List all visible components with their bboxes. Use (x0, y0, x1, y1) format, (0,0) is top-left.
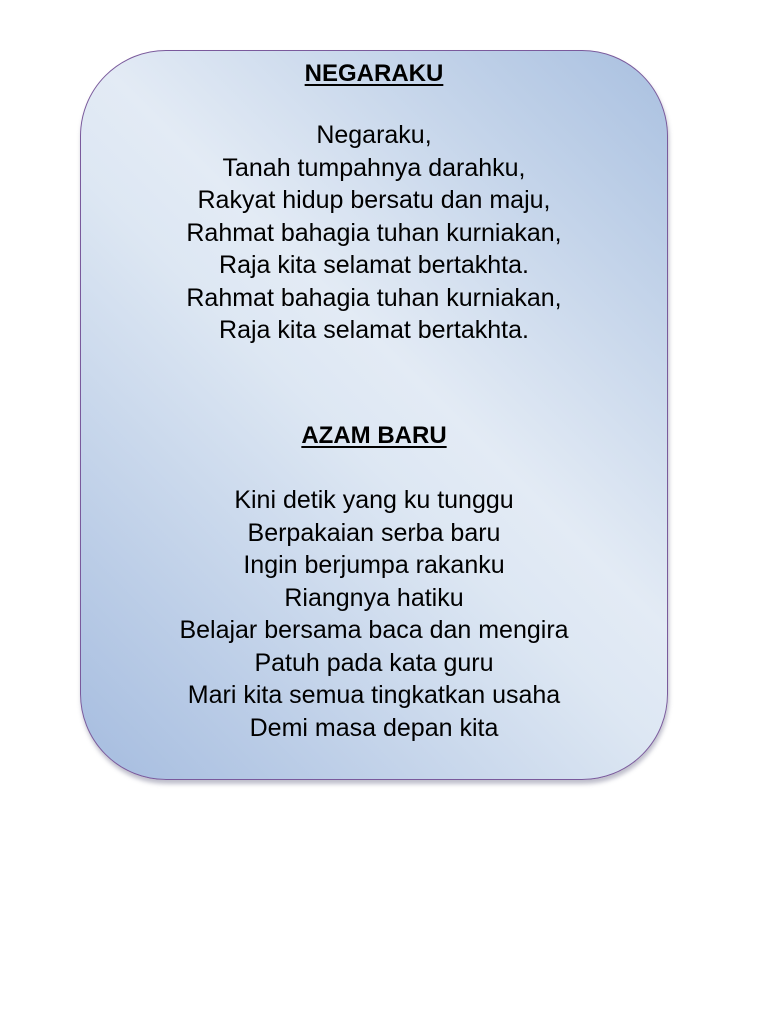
lyric-line: Rahmat bahagia tuhan kurniakan, (186, 218, 562, 247)
song-azam-baru (81, 421, 667, 744)
lyric-line: Rahmat bahagia tuhan kurniakan, (186, 283, 562, 312)
lyric-line: Belajar bersama baca dan mengira (179, 616, 569, 644)
lyrics-azam-baru (81, 484, 667, 744)
lyric-line: Riangnya hatiku (284, 583, 464, 612)
lyric-line: Berpakaian serba baru (247, 518, 501, 547)
song-title-azam-baru: AZAM BARU (301, 422, 447, 449)
lyric-line: Demi masa depan kita (249, 713, 499, 742)
lyric-line: Mari kita semua tingkatkan usaha (187, 681, 561, 709)
lyric-line: Raja kita selamat bertakhta. (219, 316, 529, 344)
song-title-negaraku: NEGARAKU (304, 60, 444, 87)
lyric-line: Negaraku, (316, 121, 432, 149)
lyrics-card (80, 50, 668, 780)
lyric-line: Rakyat hidup bersatu dan maju, (197, 186, 551, 214)
lyric-line: Kini detik yang ku tunggu (234, 486, 514, 514)
lyric-line: Tanah tumpahnya darahku, (222, 153, 526, 182)
lyric-line: Patuh pada kata guru (254, 648, 494, 677)
lyrics-negaraku (81, 119, 667, 347)
song-negaraku (81, 59, 667, 347)
lyric-line: Raja kita selamat bertakhta. (219, 251, 529, 279)
lyric-line: Ingin berjumpa rakanku (243, 551, 505, 579)
